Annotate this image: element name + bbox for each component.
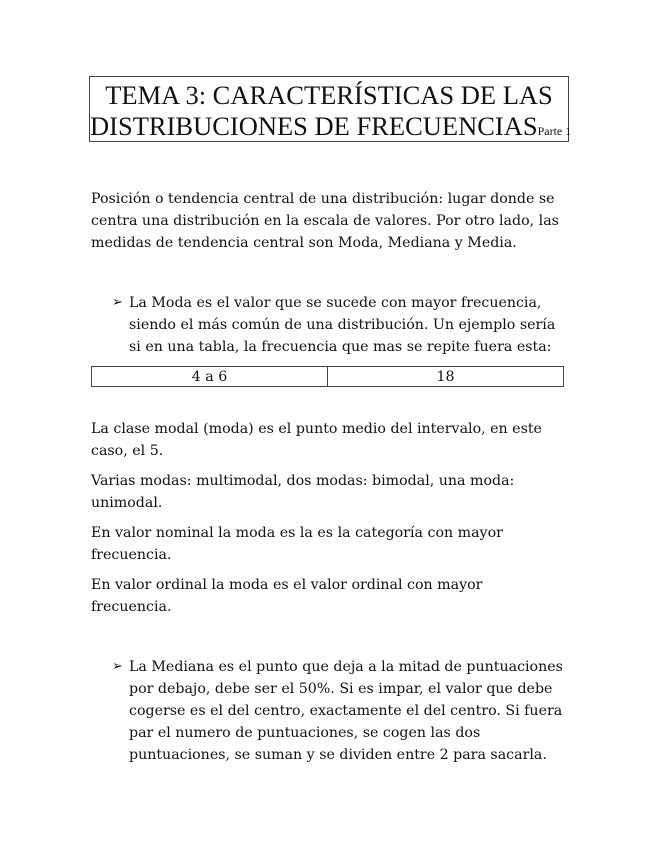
clase-modal-line-2: caso, el 5. — [91, 443, 164, 459]
intro-line-1: Posición o tendencia central de una distribución: lugar donde se — [91, 191, 555, 207]
mediana-bullet-text — [129, 656, 572, 766]
ordinal-paragraph — [91, 574, 571, 618]
mediana-line-4: par el numero de puntuaciones, se cogen las dos — [129, 725, 481, 741]
nominal-line-1: En valor nominal la moda es la es la categoría con mayor — [91, 525, 503, 541]
nominal-paragraph — [91, 522, 571, 566]
clase-modal-line-1: La clase modal (moda) es el punto medio del intervalo, en este — [91, 421, 542, 437]
moda-line-2: siendo el más común de una distribución. Un ejemplo sería — [129, 317, 556, 333]
moda-bullet-text — [129, 292, 572, 358]
mediana-bullet — [112, 656, 572, 766]
table-cell-interval: 4 a 6 — [92, 367, 328, 387]
moda-line-3: si en una tabla, la frecuencia que mas se repite fuera esta: — [129, 339, 552, 355]
varias-modas-line-1: Varias modas: multimodal, dos modas: bimodal, una moda: — [91, 473, 515, 489]
title-subtitle: Parte 1 — [537, 124, 572, 138]
title-box — [89, 76, 572, 142]
mediana-line-5: puntuaciones, se suman y se dividen entre 2 para sacarla. — [129, 747, 547, 763]
mediana-line-2: por debajo, debe ser el 50%. Si es impar, el valor que debe — [129, 681, 553, 697]
varias-modas-paragraph — [91, 470, 571, 514]
ordinal-line-1: En valor ordinal la moda es el valor ordinal con mayor — [91, 577, 483, 593]
title-line-1: TEMA 3: CARACTERÍSTICAS DE LAS — [105, 80, 553, 110]
title-line-2-text: DISTRIBUCIONES DE FRECUENCIAS — [90, 111, 538, 141]
mediana-line-1: La Mediana es el punto que deja a la mitad de puntuaciones — [129, 659, 563, 675]
arrow-bullet-icon: ➢ — [112, 295, 123, 310]
moda-bullet — [112, 292, 572, 358]
clase-modal-paragraph — [91, 418, 571, 462]
nominal-line-2: frecuencia. — [91, 547, 172, 563]
moda-line-1: La Moda es el valor que se sucede con mayor frecuencia, — [129, 295, 542, 311]
varias-modas-line-2: unimodal. — [91, 495, 163, 511]
arrow-bullet-icon: ➢ — [112, 659, 123, 674]
intro-line-2: centra una distribución en la escala de valores. Por otro lado, las — [91, 213, 559, 229]
moda-table — [91, 366, 564, 387]
intro-paragraph — [91, 188, 571, 254]
ordinal-line-2: frecuencia. — [91, 599, 172, 615]
mediana-line-3: cogerse es el del centro, exactamente el del centro. Si fuera — [129, 703, 563, 719]
table-row — [92, 367, 564, 387]
title-line-2 — [90, 111, 572, 147]
intro-line-3: medidas de tendencia central son Moda, Mediana y Media. — [91, 235, 517, 251]
table-cell-frequency: 18 — [328, 367, 564, 387]
